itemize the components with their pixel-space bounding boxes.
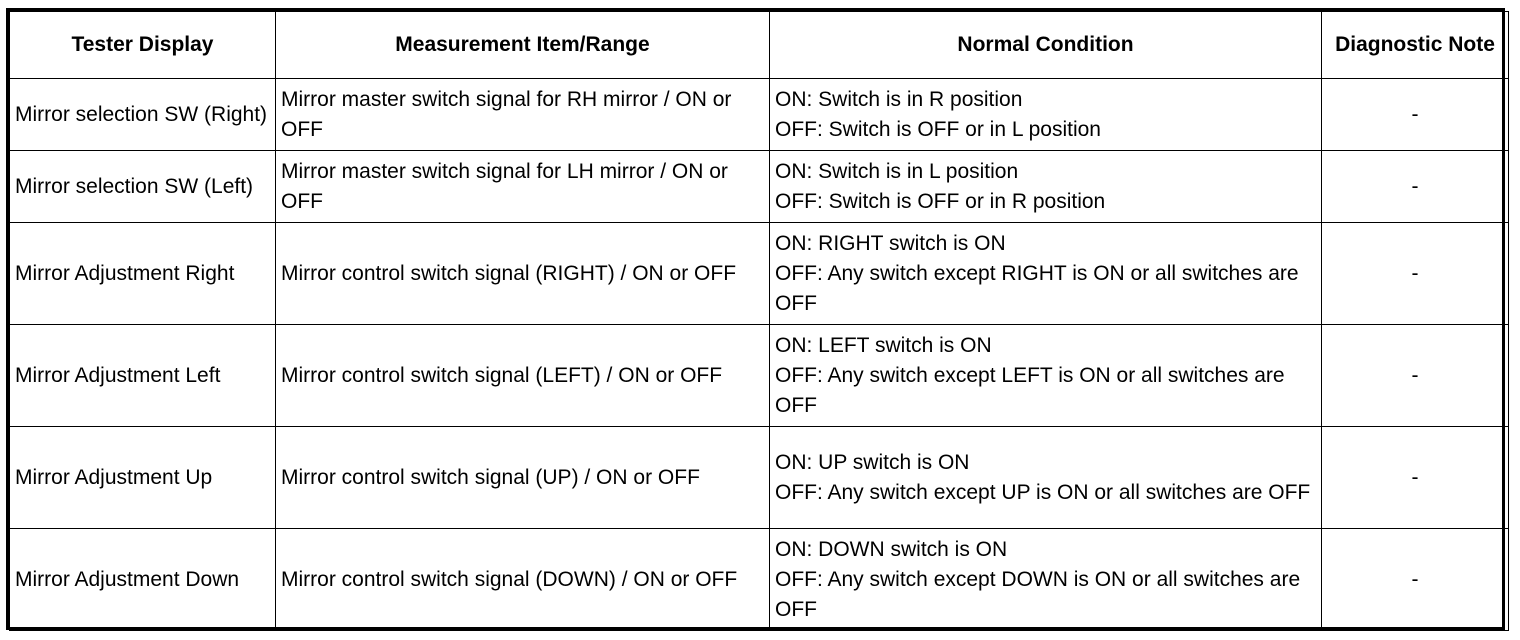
table-row [10, 223, 1509, 325]
cell-tester-display: Mirror selection SW (Right) [10, 79, 276, 151]
data-table [9, 11, 1509, 631]
condition-off: OFF: Switch is OFF or in R position [775, 189, 1106, 213]
cell-measurement: Mirror control switch signal (UP) / ON or OFF [276, 427, 770, 529]
condition-off: OFF: Any switch except UP is ON or all switches are OFF [775, 480, 1311, 504]
condition-on: ON: RIGHT switch is ON [775, 231, 1006, 255]
cell-measurement: Mirror master switch signal for RH mirror / ON or OFF [276, 79, 770, 151]
header-tester-display: Tester Display [10, 12, 276, 79]
header-measurement-item: Measurement Item/Range [276, 12, 770, 79]
cell-diagnostic-note: - [1322, 151, 1509, 223]
cell-diagnostic-note: - [1322, 79, 1509, 151]
table-row [10, 79, 1509, 151]
cell-measurement: Mirror control switch signal (LEFT) / ON or OFF [276, 325, 770, 427]
table-row [10, 529, 1509, 631]
cell-tester-display: Mirror Adjustment Left [10, 325, 276, 427]
header-diagnostic-note: Diagnostic Note [1322, 12, 1509, 79]
cell-normal-condition [770, 529, 1322, 631]
condition-on: ON: Switch is in R position [775, 87, 1023, 111]
condition-on: ON: Switch is in L position [775, 159, 1019, 183]
cell-diagnostic-note: - [1322, 223, 1509, 325]
table-row [10, 151, 1509, 223]
condition-on: ON: LEFT switch is ON [775, 333, 992, 357]
cell-normal-condition [770, 151, 1322, 223]
table-header-row [10, 12, 1509, 79]
cell-tester-display: Mirror Adjustment Up [10, 427, 276, 529]
cell-tester-display: Mirror Adjustment Down [10, 529, 276, 631]
condition-off: OFF: Switch is OFF or in L position [775, 117, 1101, 141]
cell-normal-condition [770, 427, 1322, 529]
condition-on: ON: DOWN switch is ON [775, 537, 1008, 561]
cell-diagnostic-note: - [1322, 325, 1509, 427]
table-row [10, 427, 1509, 529]
table-row [10, 325, 1509, 427]
cell-diagnostic-note: - [1322, 427, 1509, 529]
cell-normal-condition [770, 79, 1322, 151]
cell-measurement: Mirror control switch signal (DOWN) / ON or OFF [276, 529, 770, 631]
cell-measurement: Mirror master switch signal for LH mirror / ON or OFF [276, 151, 770, 223]
cell-normal-condition [770, 223, 1322, 325]
condition-on: ON: UP switch is ON [775, 450, 970, 474]
cell-normal-condition [770, 325, 1322, 427]
header-normal-condition: Normal Condition [770, 12, 1322, 79]
data-table-frame [6, 8, 1505, 630]
condition-off: OFF: Any switch except LEFT is ON or all switches are OFF [775, 363, 1285, 417]
cell-tester-display: Mirror Adjustment Right [10, 223, 276, 325]
condition-off: OFF: Any switch except RIGHT is ON or all switches are OFF [775, 261, 1299, 315]
condition-off: OFF: Any switch except DOWN is ON or all switches are OFF [775, 567, 1301, 621]
cell-measurement: Mirror control switch signal (RIGHT) / ON or OFF [276, 223, 770, 325]
cell-tester-display: Mirror selection SW (Left) [10, 151, 276, 223]
cell-diagnostic-note: - [1322, 529, 1509, 631]
